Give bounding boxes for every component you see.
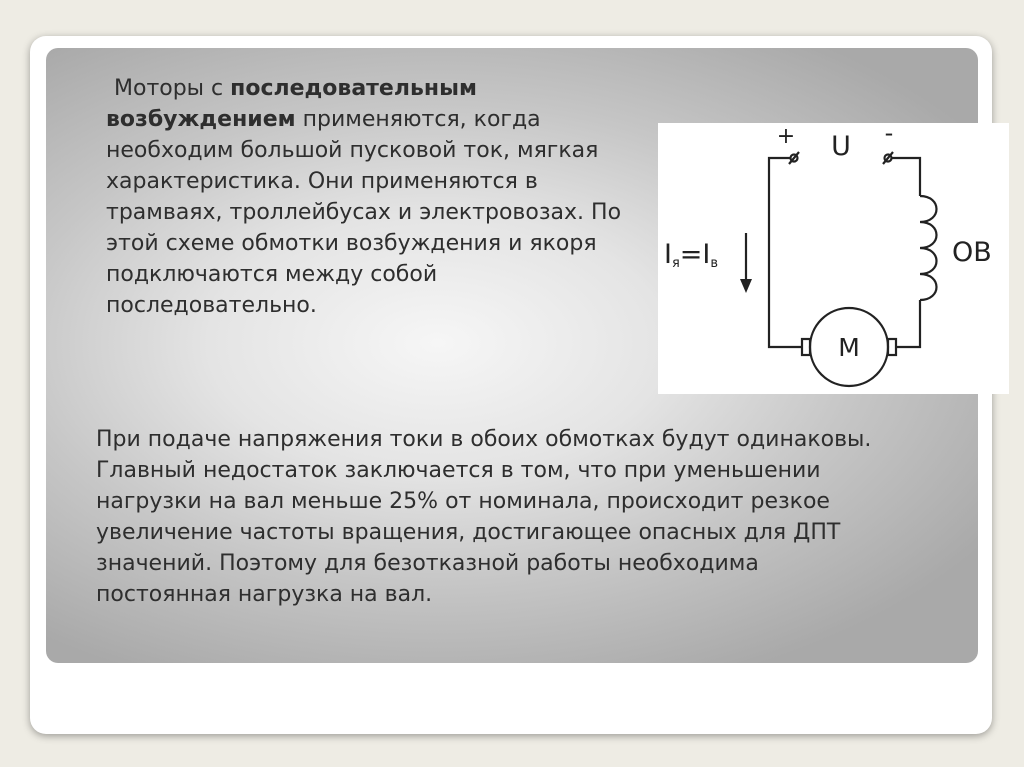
plus-label: +	[776, 124, 796, 149]
voltage-label: U	[831, 131, 851, 162]
motor-brush-left	[802, 339, 810, 355]
top-paragraph-rest: применяются, когда необходим большой пусковой ток, мягкая характеристика. Они применяются в трамваях, троллейбусах и электровозах. По этой схеме обмотки возбуждения и якоря подключаются между собой последовательно.	[106, 107, 622, 318]
current-symbol-1: I	[664, 239, 672, 270]
top-paragraph-prefix: Моторы с	[114, 76, 231, 101]
right-wire-top	[891, 158, 920, 196]
current-subscript-armature: я	[671, 256, 680, 271]
circuit-svg	[658, 123, 1009, 394]
right-wire-bottom	[896, 300, 920, 347]
minus-label: -	[884, 123, 894, 147]
motor-label: М	[838, 333, 860, 362]
top-paragraph	[106, 73, 651, 321]
circuit-diagram	[658, 123, 1009, 394]
winding-label: ОВ	[952, 237, 992, 268]
top-paragraph-bold: последовательным возбуждением	[106, 76, 477, 132]
current-arrow-head	[740, 279, 752, 293]
current-subscript-field: в	[710, 256, 719, 271]
left-wire	[769, 158, 802, 347]
current-formula	[664, 239, 718, 271]
current-equals: =	[679, 239, 703, 270]
field-winding-coil	[920, 196, 937, 300]
motor-brush-right	[888, 339, 896, 355]
current-symbol-2: I	[702, 239, 711, 270]
bottom-paragraph: При подаче напряжения токи в обоих обмотках будут одинаковы. Главный недостаток заключается в том, что при уменьшении нагрузки на вал меньше 25% от номинала, происходит резкое увеличение частоты вращения, достигающее опасных для ДПТ значений. Поэтому для безотказной работы необходима постоянная нагрузка на вал.	[96, 427, 872, 607]
